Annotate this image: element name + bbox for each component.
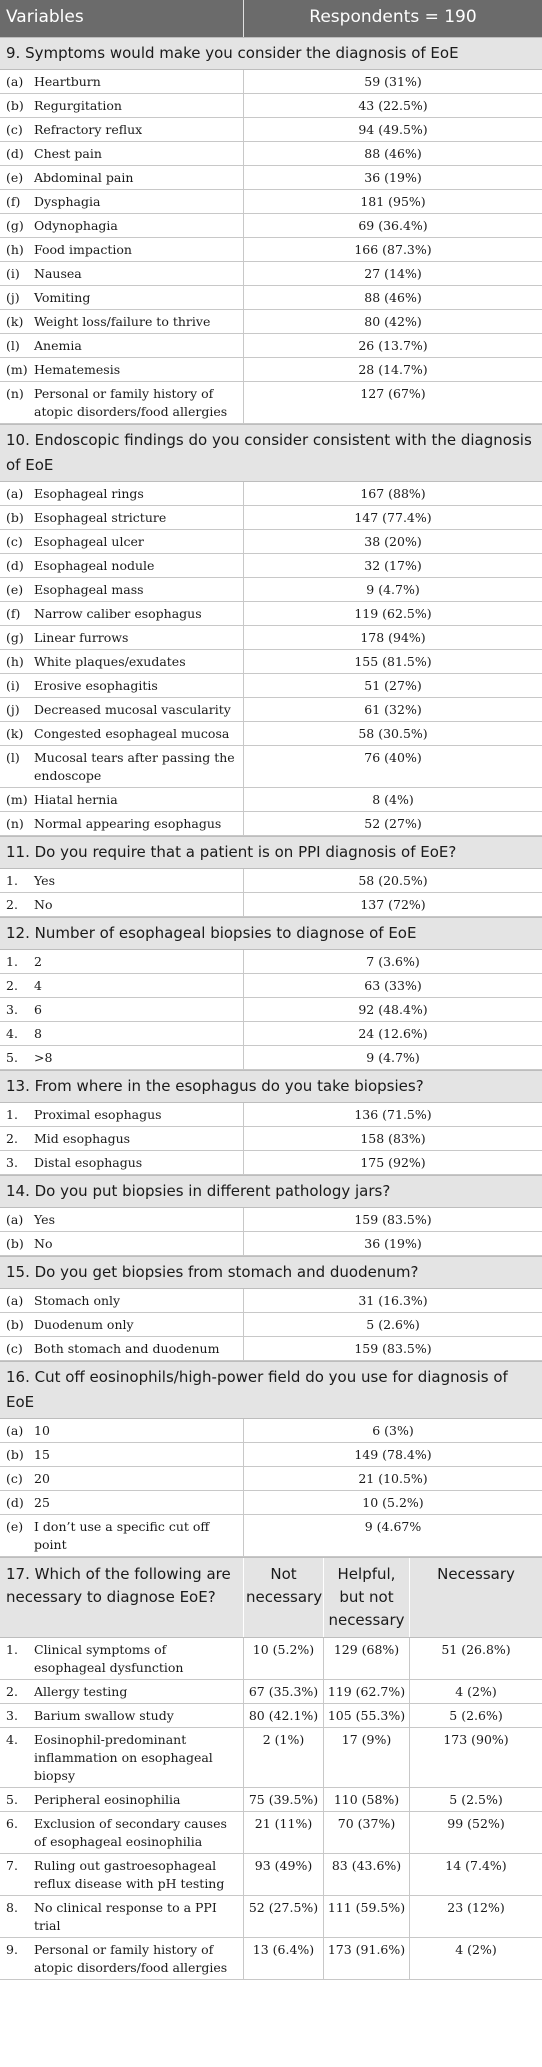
table-row (0, 869, 542, 893)
table-row (0, 746, 542, 788)
header-respondents: Respondents = 190 (309, 7, 477, 27)
row-label: 25 (34, 1491, 244, 1514)
row-code: 2. (6, 897, 18, 912)
row-code: 3. (6, 1155, 18, 1170)
row-value: 58 (30.5%) (358, 726, 428, 741)
row-label: Esophageal nodule (34, 554, 244, 577)
row-label: Yes (34, 1208, 244, 1231)
row-value: 52 (27.5%) (244, 1896, 324, 1937)
row-value: 149 (78.4%) (354, 1447, 432, 1462)
row-code: (b) (6, 1236, 24, 1251)
row-code: 8. (6, 1900, 18, 1915)
table-row (0, 1938, 542, 1980)
row-value: 10 (5.2%) (362, 1495, 424, 1510)
table-header (0, 0, 542, 37)
table-row (0, 554, 542, 578)
row-code: 1. (6, 954, 18, 969)
row-code: (d) (6, 1495, 24, 1510)
table-row (0, 1896, 542, 1938)
row-value: 63 (33%) (364, 978, 422, 993)
row-code: (n) (6, 386, 24, 401)
table-row (0, 950, 542, 974)
table-row (0, 142, 542, 166)
q17-column-header: Helpful, but not necessary (324, 1558, 410, 1637)
row-value: 4 (2%) (455, 1942, 497, 1957)
row-value: 76 (40%) (364, 750, 422, 765)
row-value: 38 (20%) (364, 534, 422, 549)
row-value: 159 (83.5%) (354, 1341, 432, 1356)
q17-column-header: Not necessary (244, 1558, 324, 1637)
table-row (0, 1788, 542, 1812)
q17-column-header: Necessary (437, 1565, 515, 1583)
row-label: Anemia (34, 334, 244, 357)
table-row (0, 310, 542, 334)
row-value: 36 (19%) (364, 1236, 422, 1251)
table-row (0, 674, 542, 698)
row-value: 10 (5.2%) (244, 1638, 324, 1679)
row-code: (c) (6, 1471, 23, 1486)
row-code: (g) (6, 630, 24, 645)
row-label: Esophageal stricture (34, 506, 244, 529)
header-variables: Variables (0, 0, 244, 37)
row-code: 2. (6, 1684, 18, 1699)
row-value: 26 (13.7%) (358, 338, 428, 353)
row-value: 9 (4.7%) (366, 1050, 420, 1065)
row-value: 136 (71.5%) (354, 1107, 432, 1122)
row-code: (e) (6, 170, 24, 185)
row-label: 4 (34, 974, 244, 997)
row-code: (h) (6, 242, 24, 257)
table-row (0, 1289, 542, 1313)
row-value: 110 (58%) (324, 1788, 410, 1811)
row-value: 127 (67%) (360, 386, 426, 401)
section-title: 12. Number of esophageal biopsies to diagnose of EoE (0, 917, 542, 950)
table-row (0, 506, 542, 530)
row-value: 5 (2.5%) (449, 1792, 503, 1807)
table-row (0, 698, 542, 722)
row-code: (c) (6, 534, 23, 549)
row-label: Barium swallow study (34, 1704, 244, 1727)
row-code: (h) (6, 654, 24, 669)
row-value: 105 (55.3%) (324, 1704, 410, 1727)
row-code: 1. (6, 1107, 18, 1122)
row-label: Proximal esophagus (34, 1103, 244, 1126)
row-code: 2. (6, 978, 18, 993)
row-value: 6 (3%) (372, 1423, 414, 1438)
row-value: 17 (9%) (324, 1728, 410, 1787)
table-row (0, 382, 542, 424)
row-code: (d) (6, 558, 24, 573)
row-code: (a) (6, 1212, 24, 1227)
row-label: Decreased mucosal vascularity (34, 698, 244, 721)
row-value: 59 (31%) (364, 74, 422, 89)
row-value: 24 (12.6%) (358, 1026, 428, 1041)
row-label: Duodenum only (34, 1313, 244, 1336)
table-row (0, 1419, 542, 1443)
row-code: (k) (6, 314, 24, 329)
row-label: Congested esophageal mucosa (34, 722, 244, 745)
row-code: (g) (6, 218, 24, 233)
row-label: >8 (34, 1046, 244, 1069)
row-code: 4. (6, 1732, 18, 1747)
row-code: (i) (6, 266, 20, 281)
row-label: Nausea (34, 262, 244, 285)
row-value: 2 (1%) (244, 1728, 324, 1787)
row-value: 32 (17%) (364, 558, 422, 573)
table-row (0, 998, 542, 1022)
table-row (0, 1127, 542, 1151)
row-value: 5 (2.6%) (449, 1708, 503, 1723)
row-label: Chest pain (34, 142, 244, 165)
section-title: 9. Symptoms would make you consider the diagnosis of EoE (0, 37, 542, 70)
row-label: Stomach only (34, 1289, 244, 1312)
row-value: 27 (14%) (364, 266, 422, 281)
row-label: White plaques/exudates (34, 650, 244, 673)
row-code: 5. (6, 1792, 18, 1807)
row-code: (n) (6, 816, 24, 831)
row-code: (b) (6, 98, 24, 113)
row-code: (b) (6, 510, 24, 525)
row-code: (f) (6, 194, 21, 209)
row-code: (a) (6, 486, 24, 501)
table-row (0, 70, 542, 94)
row-code: (k) (6, 726, 24, 741)
row-code: (m) (6, 792, 28, 807)
row-label: Hematemesis (34, 358, 244, 381)
row-label: Esophageal rings (34, 482, 244, 505)
row-value: 69 (36.4%) (358, 218, 428, 233)
row-label: 8 (34, 1022, 244, 1045)
row-label: Regurgitation (34, 94, 244, 117)
row-value: 13 (6.4%) (244, 1938, 324, 1979)
row-value: 9 (4.7%) (366, 582, 420, 597)
table-row (0, 1515, 542, 1557)
row-code: (e) (6, 582, 24, 597)
row-value: 51 (26.8%) (441, 1642, 511, 1657)
table-row (0, 1151, 542, 1175)
table-row (0, 118, 542, 142)
row-code: (c) (6, 1341, 23, 1356)
row-value: 173 (90%) (443, 1732, 509, 1747)
table-row (0, 1854, 542, 1896)
section-title: 11. Do you require that a patient is on PPI diagnosis of EoE? (0, 836, 542, 869)
row-value: 58 (20.5%) (358, 873, 428, 888)
row-value: 83 (43.6%) (324, 1854, 410, 1895)
row-value: 70 (37%) (324, 1812, 410, 1853)
row-value: 88 (46%) (364, 290, 422, 305)
row-code: (c) (6, 122, 23, 137)
section-title: 17. Which of the following are necessary to diagnose EoE? (0, 1558, 244, 1637)
table-row (0, 1232, 542, 1256)
row-value: 137 (72%) (360, 897, 426, 912)
row-value: 111 (59.5%) (324, 1896, 410, 1937)
table-row (0, 788, 542, 812)
row-code: 1. (6, 1642, 18, 1657)
row-value: 155 (81.5%) (354, 654, 432, 669)
row-label: Yes (34, 869, 244, 892)
row-value: 21 (10.5%) (358, 1471, 428, 1486)
row-value: 61 (32%) (364, 702, 422, 717)
row-value: 52 (27%) (364, 816, 422, 831)
row-label: No (34, 893, 244, 916)
row-value: 9 (4.67% (364, 1519, 422, 1534)
row-code: (j) (6, 702, 20, 717)
row-value: 93 (49%) (244, 1854, 324, 1895)
row-value: 21 (11%) (244, 1812, 324, 1853)
row-value: 67 (35.3%) (244, 1680, 324, 1703)
row-label: Mucosal tears after passing the endoscope (34, 746, 244, 787)
row-value: 166 (87.3%) (354, 242, 432, 257)
row-label: Exclusion of secondary causes of esophageal eosinophilia (34, 1812, 244, 1853)
row-label: Weight loss/failure to thrive (34, 310, 244, 333)
row-code: (b) (6, 1447, 24, 1462)
row-value: 51 (27%) (364, 678, 422, 693)
row-value: 80 (42%) (364, 314, 422, 329)
section-title: 16. Cut off eosinophils/high-power field do you use for diagnosis of EoE (0, 1361, 542, 1419)
table-row (0, 1491, 542, 1515)
row-label: Clinical symptoms of esophageal dysfunction (34, 1638, 244, 1679)
table-body (0, 37, 542, 1980)
row-label: I don’t use a specific cut off point (34, 1515, 244, 1556)
row-value: 181 (95%) (360, 194, 426, 209)
row-value: 175 (92%) (360, 1155, 426, 1170)
row-label: 10 (34, 1419, 244, 1442)
row-code: (j) (6, 290, 20, 305)
section-title: 10. Endoscopic findings do you consider consistent with the diagnosis of EoE (0, 424, 542, 482)
row-code: (l) (6, 750, 20, 765)
row-label: Normal appearing esophagus (34, 812, 244, 835)
row-code: 1. (6, 873, 18, 888)
row-code: 6. (6, 1816, 18, 1831)
row-value: 43 (22.5%) (358, 98, 428, 113)
row-label: Odynophagia (34, 214, 244, 237)
row-value: 173 (91.6%) (324, 1938, 410, 1979)
table-row (0, 602, 542, 626)
row-label: 6 (34, 998, 244, 1021)
row-value: 23 (12%) (447, 1900, 505, 1915)
row-code: 3. (6, 1002, 18, 1017)
row-label: Narrow caliber esophagus (34, 602, 244, 625)
row-label: Linear furrows (34, 626, 244, 649)
row-value: 5 (2.6%) (366, 1317, 420, 1332)
row-value: 94 (49.5%) (358, 122, 428, 137)
row-label: Hiatal hernia (34, 788, 244, 811)
row-code: 3. (6, 1708, 18, 1723)
row-value: 119 (62.7%) (324, 1680, 410, 1703)
row-value: 159 (83.5%) (354, 1212, 432, 1227)
table-row (0, 1313, 542, 1337)
row-value: 4 (2%) (455, 1684, 497, 1699)
table-row (0, 166, 542, 190)
row-label: Eosinophil-predominant inflammation on esophageal biopsy (34, 1728, 244, 1787)
row-label: Dysphagia (34, 190, 244, 213)
table-row (0, 1704, 542, 1728)
row-code: (i) (6, 678, 20, 693)
table-row (0, 1337, 542, 1361)
row-value: 7 (3.6%) (366, 954, 420, 969)
table-row (0, 650, 542, 674)
row-code: (d) (6, 146, 24, 161)
table-row (0, 286, 542, 310)
row-label: Personal or family history of atopic disorders/food allergies (34, 382, 244, 423)
row-value: 28 (14.7%) (358, 362, 428, 377)
row-label: 2 (34, 950, 244, 973)
table-row (0, 482, 542, 506)
row-code: 2. (6, 1131, 18, 1146)
section-title: 15. Do you get biopsies from stomach and duodenum? (0, 1256, 542, 1289)
row-code: (f) (6, 606, 21, 621)
table-row (0, 893, 542, 917)
row-value: 129 (68%) (324, 1638, 410, 1679)
row-value: 36 (19%) (364, 170, 422, 185)
row-value: 31 (16.3%) (358, 1293, 428, 1308)
table-row (0, 1812, 542, 1854)
table-row (0, 1208, 542, 1232)
row-label: 20 (34, 1467, 244, 1490)
row-label: No clinical response to a PPI trial (34, 1896, 244, 1937)
table-row (0, 530, 542, 554)
table-row (0, 238, 542, 262)
table-row (0, 214, 542, 238)
row-code: 4. (6, 1026, 18, 1041)
row-code: (a) (6, 74, 24, 89)
row-value: 92 (48.4%) (358, 1002, 428, 1017)
table-row (0, 190, 542, 214)
row-label: Food impaction (34, 238, 244, 261)
row-label: Vomiting (34, 286, 244, 309)
row-code: (l) (6, 338, 20, 353)
section-title: 13. From where in the esophagus do you take biopsies? (0, 1070, 542, 1103)
table-row (0, 1638, 542, 1680)
row-value: 147 (77.4%) (354, 510, 432, 525)
row-label: Peripheral eosinophilia (34, 1788, 244, 1811)
table-row (0, 812, 542, 836)
row-label: Esophageal ulcer (34, 530, 244, 553)
table-row (0, 1728, 542, 1788)
row-code: 7. (6, 1858, 18, 1873)
row-value: 178 (94%) (360, 630, 426, 645)
table-row (0, 974, 542, 998)
row-code: (a) (6, 1423, 24, 1438)
row-label: Allergy testing (34, 1680, 244, 1703)
table-row (0, 1443, 542, 1467)
row-value: 119 (62.5%) (354, 606, 432, 621)
table-row (0, 262, 542, 286)
table-row (0, 626, 542, 650)
q17-header (0, 1557, 542, 1638)
table-row (0, 358, 542, 382)
table-row (0, 1046, 542, 1070)
row-code: (a) (6, 1293, 24, 1308)
row-value: 167 (88%) (360, 486, 426, 501)
section-title: 14. Do you put biopsies in different pathology jars? (0, 1175, 542, 1208)
row-label: Ruling out gastroesophageal reflux disease with pH testing (34, 1854, 244, 1895)
row-value: 158 (83%) (360, 1131, 426, 1146)
row-value: 88 (46%) (364, 146, 422, 161)
row-code: (m) (6, 362, 28, 377)
row-value: 99 (52%) (447, 1816, 505, 1831)
row-label: Mid esophagus (34, 1127, 244, 1150)
row-label: Distal esophagus (34, 1151, 244, 1174)
row-code: 9. (6, 1942, 18, 1957)
table-row (0, 722, 542, 746)
row-label: Abdominal pain (34, 166, 244, 189)
table-row (0, 1467, 542, 1491)
table-row (0, 1103, 542, 1127)
row-label: Esophageal mass (34, 578, 244, 601)
row-value: 14 (7.4%) (445, 1858, 507, 1873)
table-row (0, 334, 542, 358)
row-code: 5. (6, 1050, 18, 1065)
row-label: Refractory reflux (34, 118, 244, 141)
row-label: 15 (34, 1443, 244, 1466)
row-label: No (34, 1232, 244, 1255)
table-row (0, 94, 542, 118)
row-label: Both stomach and duodenum (34, 1337, 244, 1360)
row-code: (e) (6, 1519, 24, 1534)
row-label: Heartburn (34, 70, 244, 93)
table-row (0, 578, 542, 602)
row-label: Erosive esophagitis (34, 674, 244, 697)
row-label: Personal or family history of atopic disorders/food allergies (34, 1938, 244, 1979)
row-value: 8 (4%) (372, 792, 414, 807)
row-value: 80 (42.1%) (244, 1704, 324, 1727)
table-row (0, 1680, 542, 1704)
row-code: (b) (6, 1317, 24, 1332)
table-row (0, 1022, 542, 1046)
row-value: 75 (39.5%) (244, 1788, 324, 1811)
